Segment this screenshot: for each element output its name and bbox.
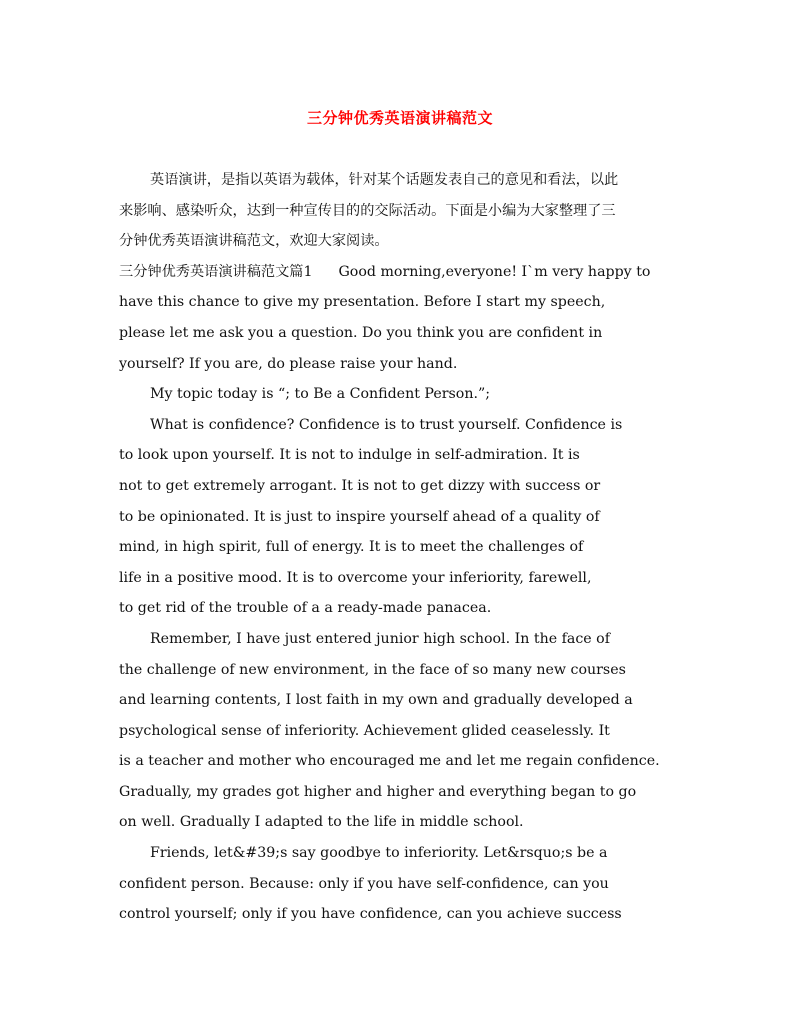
paragraph-line: control yourself; only if you have confidence, can you achieve success bbox=[119, 906, 622, 923]
paragraph-line: 英语演讲，是指以英语为载体，针对某个话题发表自己的意见和看法，以此 bbox=[150, 172, 619, 188]
paragraph-line: Friends, let&#39;s say goodbye to inferiority. Let&rsquo;s be a bbox=[150, 845, 608, 862]
paragraph-line: is a teacher and mother who encouraged me and let me regain confidence. bbox=[119, 753, 660, 770]
paragraph-line: psychological sense of inferiority. Achievement glided ceaselessly. It bbox=[119, 722, 610, 739]
paragraph-line: What is confidence? Confidence is to trust yourself. Confidence is bbox=[150, 416, 623, 433]
section-heading: 三分钟优秀英语演讲稿范文篇1 bbox=[119, 263, 313, 280]
paragraph-line bbox=[119, 257, 684, 288]
paragraph-line: Gradually, my grades got higher and higher and everything began to go bbox=[119, 783, 637, 800]
paragraph-line: and learning contents, I lost faith in my own and gradually developed a bbox=[119, 692, 633, 709]
paragraph-line: to look upon yourself. It is not to indulge in self-admiration. It is bbox=[119, 447, 580, 464]
paragraph-line: have this chance to give my presentation. Before I start my speech, bbox=[119, 294, 606, 311]
paragraph-line: yourself? If you are, do please raise your hand. bbox=[119, 355, 458, 372]
paragraph-line: to get rid of the trouble of a a ready-made panacea. bbox=[119, 600, 492, 617]
paragraph-line: 分钟优秀英语演讲稿范文，欢迎大家阅读。 bbox=[119, 233, 389, 250]
paragraph-line: the challenge of new environment, in the face of so many new courses bbox=[119, 661, 626, 678]
paragraph-text: Good morning,everyone! I`m very happy to bbox=[338, 263, 651, 280]
document-title: 三分钟优秀英语演讲稿范文 bbox=[306, 109, 493, 127]
paragraph-line: life in a positive mood. It is to overcome your inferiority, farewell, bbox=[119, 569, 592, 586]
paragraph-line: confident person. Because: only if you have self-confidence, can you bbox=[119, 875, 609, 892]
paragraph-line: please let me ask you a question. Do you think you are confident in bbox=[119, 324, 603, 341]
paragraph-line: My topic today is “; to Be a Confident Person.”; bbox=[150, 386, 491, 403]
paragraph-line: to be opinionated. It is just to inspire yourself ahead of a quality of bbox=[119, 508, 600, 525]
document-body bbox=[119, 165, 684, 930]
paragraph-line: not to get extremely arrogant. It is not to get dizzy with success or bbox=[119, 477, 601, 494]
paragraph-line: Remember, I have just entered junior high school. In the face of bbox=[150, 630, 610, 647]
paragraph-line: on well. Gradually I adapted to the life in middle school. bbox=[119, 814, 524, 831]
paragraph-line: mind, in high spirit, full of energy. It is to meet the challenges of bbox=[119, 539, 584, 556]
paragraph-line: 来影响、感染听众，达到一种宣传目的的交际活动。下面是小编为大家整理了三 bbox=[119, 202, 616, 219]
